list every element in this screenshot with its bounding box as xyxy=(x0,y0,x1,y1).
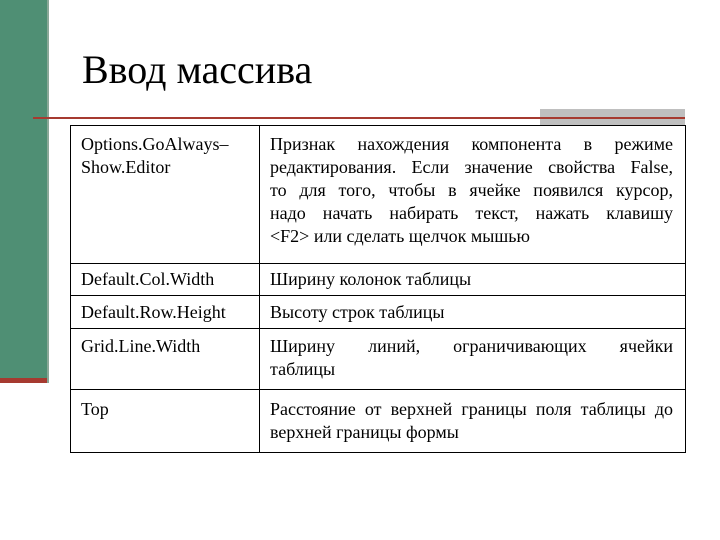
property-name: Grid.Line.Width xyxy=(81,336,201,356)
property-name: Default.Row.Height xyxy=(81,302,226,322)
properties-table xyxy=(70,125,686,453)
property-description-cell xyxy=(260,390,686,453)
table-row xyxy=(71,390,686,453)
property-name: Show.Editor xyxy=(81,157,171,177)
table-row xyxy=(71,296,686,329)
property-description-cell xyxy=(260,126,686,264)
property-description: Ширину линий, ограничивающих ячейки xyxy=(270,336,673,356)
table-row xyxy=(71,329,686,390)
table-row xyxy=(71,126,686,264)
property-name: Options.GoAlways– xyxy=(81,134,229,154)
property-description: Ширину колонок таблицы xyxy=(270,269,472,289)
property-name-cell xyxy=(71,126,260,264)
decorative-side-bar xyxy=(0,0,47,383)
property-name-cell xyxy=(71,390,260,453)
property-name: Top xyxy=(81,399,109,419)
property-name-cell xyxy=(71,264,260,296)
table-row xyxy=(71,264,686,296)
property-description: верхней границы формы xyxy=(270,422,459,442)
property-description-cell xyxy=(260,296,686,329)
property-description: таблицы xyxy=(270,359,336,379)
property-description-cell xyxy=(260,329,686,390)
property-description: Высоту строк таблицы xyxy=(270,302,445,322)
property-description: то для того, чтобы в ячейке появился курсор, xyxy=(270,180,673,200)
property-description: Признак нахождения компонента в режиме xyxy=(270,134,673,154)
property-description-cell xyxy=(260,264,686,296)
property-description: <F2> или сделать щелчок мышью xyxy=(270,226,530,246)
title-underline xyxy=(33,117,685,119)
property-description: редактирования. Если значение свойства False, xyxy=(270,157,673,177)
decorative-side-bar-accent xyxy=(0,378,47,383)
page-title: Ввод массива xyxy=(82,47,313,92)
property-description: Расстояние от верхней границы поля таблицы до xyxy=(270,399,673,419)
property-name: Default.Col.Width xyxy=(81,269,215,289)
decorative-side-line xyxy=(47,0,49,383)
property-name-cell xyxy=(71,329,260,390)
property-name-cell xyxy=(71,296,260,329)
property-description: надо начать набирать текст, нажать клавишу xyxy=(270,203,673,223)
